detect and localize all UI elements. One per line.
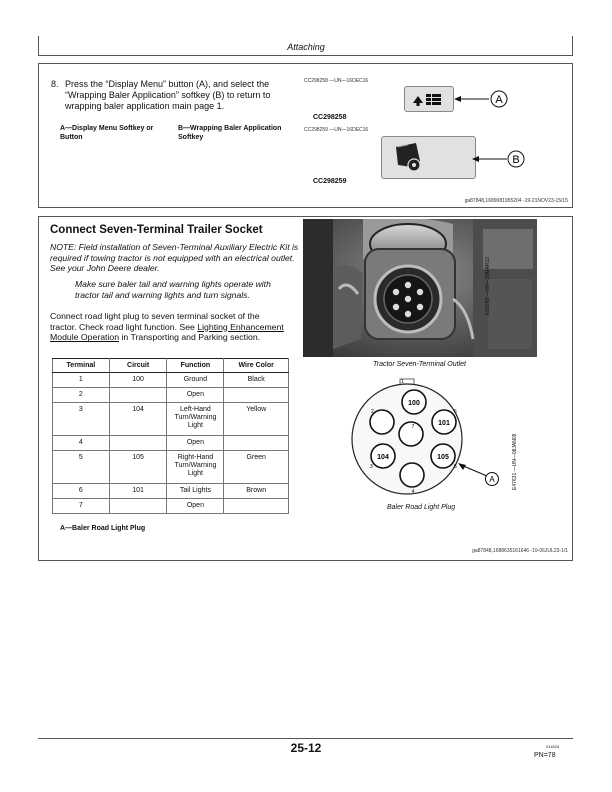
note-text: Field installation of Seven-Terminal Auxiliary Electric Kit is required if towing tractor is not equipped with an electrical outlet. See your John Deere dealer. xyxy=(50,242,299,273)
table-row xyxy=(53,388,289,403)
section-title: Attaching xyxy=(287,42,325,52)
step8-legend-a: A—Display Menu Softkey or Button xyxy=(60,125,154,141)
photo-caption: Tractor Seven-Terminal Outlet xyxy=(373,361,466,368)
fig1-softkey-panel xyxy=(404,86,454,112)
cell: 105 xyxy=(109,451,167,484)
cell: Brown xyxy=(224,484,289,499)
cell: 1 xyxy=(53,373,110,388)
cell: 2 xyxy=(53,388,110,403)
footer-small-code: 011624 xyxy=(546,744,560,749)
callout-a-label: A xyxy=(495,94,503,106)
plug-callout-a: A xyxy=(489,475,495,484)
table-row xyxy=(53,451,289,484)
cell: Yellow xyxy=(224,403,289,436)
cell: Ground xyxy=(167,373,224,388)
para-start: Connect road light plug to seven terminal socket of the tractor. Check road light function. See xyxy=(50,311,260,332)
cell: Black xyxy=(224,373,289,388)
pin2-label: 2 xyxy=(371,409,374,415)
cell: Open xyxy=(167,499,224,514)
fig1-caption: CC298258 xyxy=(313,114,347,121)
cell: Open xyxy=(167,436,224,451)
cell: Green xyxy=(224,451,289,484)
callout-a-arrow xyxy=(452,90,532,110)
cell: Open xyxy=(167,388,224,403)
th-circuit: Circuit xyxy=(109,359,167,373)
pin7-label: 7 xyxy=(411,424,415,430)
socket-title: Connect Seven-Terminal Trailer Socket xyxy=(50,224,263,236)
socket-legend-a: A—Baler Road Light Plug xyxy=(60,525,146,532)
c100-label: 100 xyxy=(408,400,420,407)
socket-note2: Make sure baler tail and warning lights operate with tractor tail and warning lights and turn signals. xyxy=(75,279,271,300)
tractor-outlet-photo xyxy=(303,219,537,357)
cell: 4 xyxy=(53,436,110,451)
cell: 5 xyxy=(53,451,110,484)
cell: Right-Hand Turn/Warning Light xyxy=(167,451,224,484)
cell xyxy=(224,388,289,403)
fig2-softkey-panel xyxy=(381,136,476,179)
terminal-table xyxy=(52,358,289,514)
pin6-label: 6 xyxy=(454,409,457,415)
step8-footer-ref: ga87848,1689081955204 -19-21NOV23-15/15 xyxy=(464,198,568,204)
pin3-label: 3 xyxy=(370,464,373,470)
para-end: in Transporting and Parking section. xyxy=(119,332,261,343)
table-row xyxy=(53,484,289,499)
photo-ref: E62265 —UN—30MAR12 xyxy=(485,256,491,315)
plug-diagram xyxy=(346,372,506,510)
step8-number: 8. xyxy=(51,79,59,89)
pin5-label: 5 xyxy=(454,464,457,470)
th-wire-color: Wire Color xyxy=(224,359,289,373)
socket-footer-ref: ga87848,1688635161646 -19-06JUL23-1/1 xyxy=(472,548,568,554)
th-terminal: Terminal xyxy=(53,359,110,373)
fig1-ref: CC298258 —UN—16DEC16 xyxy=(304,78,369,84)
cell: 100 xyxy=(109,373,167,388)
wrapping-baler-icon xyxy=(382,137,475,178)
th-function: Function xyxy=(167,359,224,373)
lighting-module-link[interactable]: Lighting Enhancement Module Operation xyxy=(50,321,284,343)
callout-b-arrow xyxy=(470,148,550,172)
step8-legend-b: B—Wrapping Baler Application Softkey xyxy=(178,125,282,141)
display-menu-icon xyxy=(405,87,453,111)
socket-note xyxy=(50,242,300,274)
page-number: 25-12 xyxy=(290,741,322,755)
note-label: NOTE: xyxy=(50,242,77,252)
cell xyxy=(224,436,289,451)
step8-text: Press the “Display Menu” button (A), and select the “Wrapping Baler Application” softkey (B) to return to wrapping baler application main page 1. xyxy=(65,79,271,111)
plug-caption: Baler Road Light Plug xyxy=(387,504,456,511)
fig2-ref: CC298259 —UN—16DEC16 xyxy=(304,127,369,133)
pin4-label: 4 xyxy=(411,489,415,495)
fig2-caption: CC298259 xyxy=(313,178,347,185)
cell xyxy=(109,436,167,451)
c105-label: 105 xyxy=(437,454,449,461)
table-row xyxy=(53,373,289,388)
footer-rule xyxy=(38,738,573,739)
cell xyxy=(109,499,167,514)
terminal-4 xyxy=(400,463,424,487)
table-row xyxy=(53,499,289,514)
cell: Tail Lights xyxy=(167,484,224,499)
c104-label: 104 xyxy=(377,454,389,461)
cell: 101 xyxy=(109,484,167,499)
cell: Left-Hand Turn/Warning Light xyxy=(167,403,224,436)
table-row xyxy=(53,403,289,436)
c101-label: 101 xyxy=(438,420,450,427)
cell: 7 xyxy=(53,499,110,514)
table-header-row xyxy=(53,359,289,373)
cell: 6 xyxy=(53,484,110,499)
table-row xyxy=(53,436,289,451)
header-bottom-rule xyxy=(38,55,573,56)
plug-ref: E47631 —UN—08JAN09 xyxy=(512,433,518,490)
footer-pn: PN=78 xyxy=(534,752,556,759)
cell: 104 xyxy=(109,403,167,436)
callout-b-label: B xyxy=(512,154,520,166)
pin1-label: 1 xyxy=(401,379,404,385)
cell: 3 xyxy=(53,403,110,436)
socket-paragraph xyxy=(50,311,288,343)
cell xyxy=(109,388,167,403)
cell xyxy=(224,499,289,514)
